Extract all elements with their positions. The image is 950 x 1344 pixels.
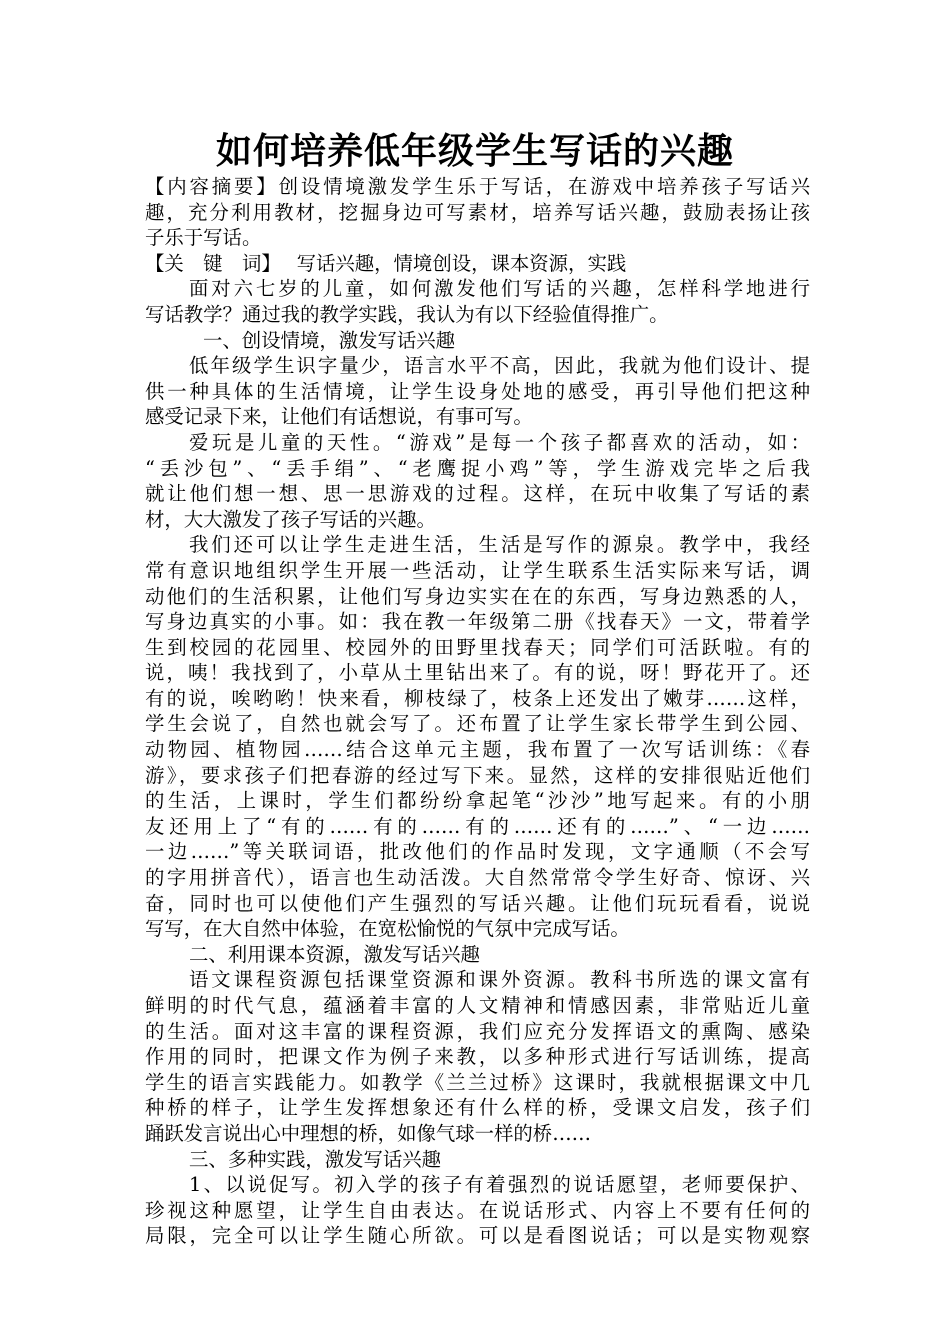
text-line: 游》，要求孩子们把春游的经过写下来。显然，这样的安排很贴近他们	[145, 763, 810, 787]
text-line: 1、以说促写。初入学的孩子有着强烈的说话愿望，老师要保护、	[189, 1173, 810, 1197]
text-line: 动物园、植物园……结合这单元主题，我布置了一次写话训练：《春	[145, 738, 810, 762]
text-line: 三、多种实践，激发写话兴趣	[189, 1147, 442, 1171]
text-line: 写写，在大自然中体验，在宽松愉悦的气氛中完成写话。	[145, 917, 630, 941]
text-line: 就让他们想一想、思一思游戏的过程。这样，在玩中收集了写话的素	[145, 482, 810, 506]
text-line: 友还用上了“有的……有的……有的……还有的……”、“一边……	[145, 814, 810, 838]
text-line: 【关 键 词】 写话兴趣，情境创设，课本资源，实践	[145, 251, 627, 275]
text-line: 供一种具体的生活情境，让学生设身处地的感受，再引导他们把这种	[145, 379, 810, 403]
text-line: 珍视这种愿望，让学生自由表达。在说话形式、内容上不要有任何的	[145, 1198, 810, 1222]
text-line: 一、创设情境，激发写话兴趣	[203, 328, 456, 352]
text-line: 二、利用课本资源，激发写话兴趣	[189, 942, 480, 966]
text-line: 我们还可以让学生走进生活，生活是写作的源泉。教学中，我经	[189, 533, 810, 557]
text-line: 【内容摘要】创设情境激发学生乐于写话，在游戏中培养孩子写话兴	[145, 175, 810, 198]
text-line: 学生会说了，自然也就会写了。还布置了让学生家长带学生到公园、	[145, 712, 810, 736]
text-line: 语文课程资源包括课堂资源和课外资源。教科书所选的课文富有	[189, 968, 810, 992]
text-line: 趣，充分利用教材，挖掘身边可写素材，培养写话兴趣，鼓励表扬让孩	[145, 200, 810, 224]
text-line: 奋，同时也可以使他们产生强烈的写话兴趣。让他们玩玩看看，说说	[145, 891, 810, 915]
text-line: 的生活。面对这丰富的课程资源，我们应充分发挥语文的熏陶、感染	[145, 1019, 810, 1043]
text-line: 的生活，上课时，学生们都纷纷拿起笔“沙沙”地写起来。有的小朋	[145, 789, 810, 813]
text-line: 动他们的生活积累，让他们写身边实实在在的东西，写身边熟悉的人，	[145, 584, 810, 608]
text-line: 常有意识地组织学生开展一些活动，让学生联系生活实际来写话，调	[145, 558, 810, 582]
text-line: 有的说，唉哟哟！快来看，柳枝绿了，枝条上还发出了嫩芽……这样，	[145, 686, 810, 710]
text-line: 作用的同时，把课文作为例子来教，以多种形式进行写话训练，提高	[145, 1045, 810, 1069]
document-body	[145, 174, 810, 1249]
text-line: 一边……”等关联词语，批改他们的作品时发现，文字通顺（不会写	[145, 840, 810, 864]
text-line: “丢沙包”、“丢手绢”、“老鹰捉小鸡”等，学生游戏完毕之后我	[145, 456, 810, 480]
text-line: 局限，完全可以让学生随心所欲。可以是看图说话；可以是实物观察	[145, 1224, 810, 1248]
document-title: 如何培养低年级学生写话的兴趣	[215, 130, 734, 172]
text-line: 生到校园的花园里、校园外的田野里找春天；同学们可活跃啦。有的	[145, 635, 810, 659]
text-line: 低年级学生识字量少，语言水平不高，因此，我就为他们设计、提	[189, 354, 810, 378]
text-line: 爱玩是儿童的天性。“游戏”是每一个孩子都喜欢的活动，如：	[189, 430, 810, 454]
text-line: 说，咦！我找到了，小草从土里钻出来了。有的说，呀！野花开了。还	[145, 661, 810, 685]
text-line: 感受记录下来，让他们有话想说，有事可写。	[145, 405, 533, 429]
text-line: 踊跃发言说出心中理想的桥，如像气球一样的桥……	[145, 1121, 591, 1145]
text-line: 材，大大激发了孩子写话的兴趣。	[145, 507, 436, 531]
text-line: 种桥的样子，让学生发挥想象还有什么样的桥，受课文启发，孩子们	[145, 1096, 810, 1120]
text-line: 写身边真实的小事。如：我在教一年级第二册《找春天》一文，带着学	[145, 610, 810, 634]
text-line: 学生的语言实践能力。如教学《兰兰过桥》这课时，我就根据课文中几	[145, 1070, 810, 1094]
text-line: 子乐于写话。	[145, 226, 262, 250]
text-line: 的字用拼音代），语言也生动活泼。大自然常常令学生好奇、惊讶、兴	[145, 866, 810, 890]
text-line: 写话教学？通过我的教学实践，我认为有以下经验值得推广。	[145, 302, 669, 326]
text-line: 鲜明的时代气息，蕴涵着丰富的人文精神和情感因素，非常贴近儿童	[145, 994, 810, 1017]
text-line: 面对六七岁的儿童，如何激发他们写话的兴趣，怎样科学地进行	[189, 277, 810, 301]
